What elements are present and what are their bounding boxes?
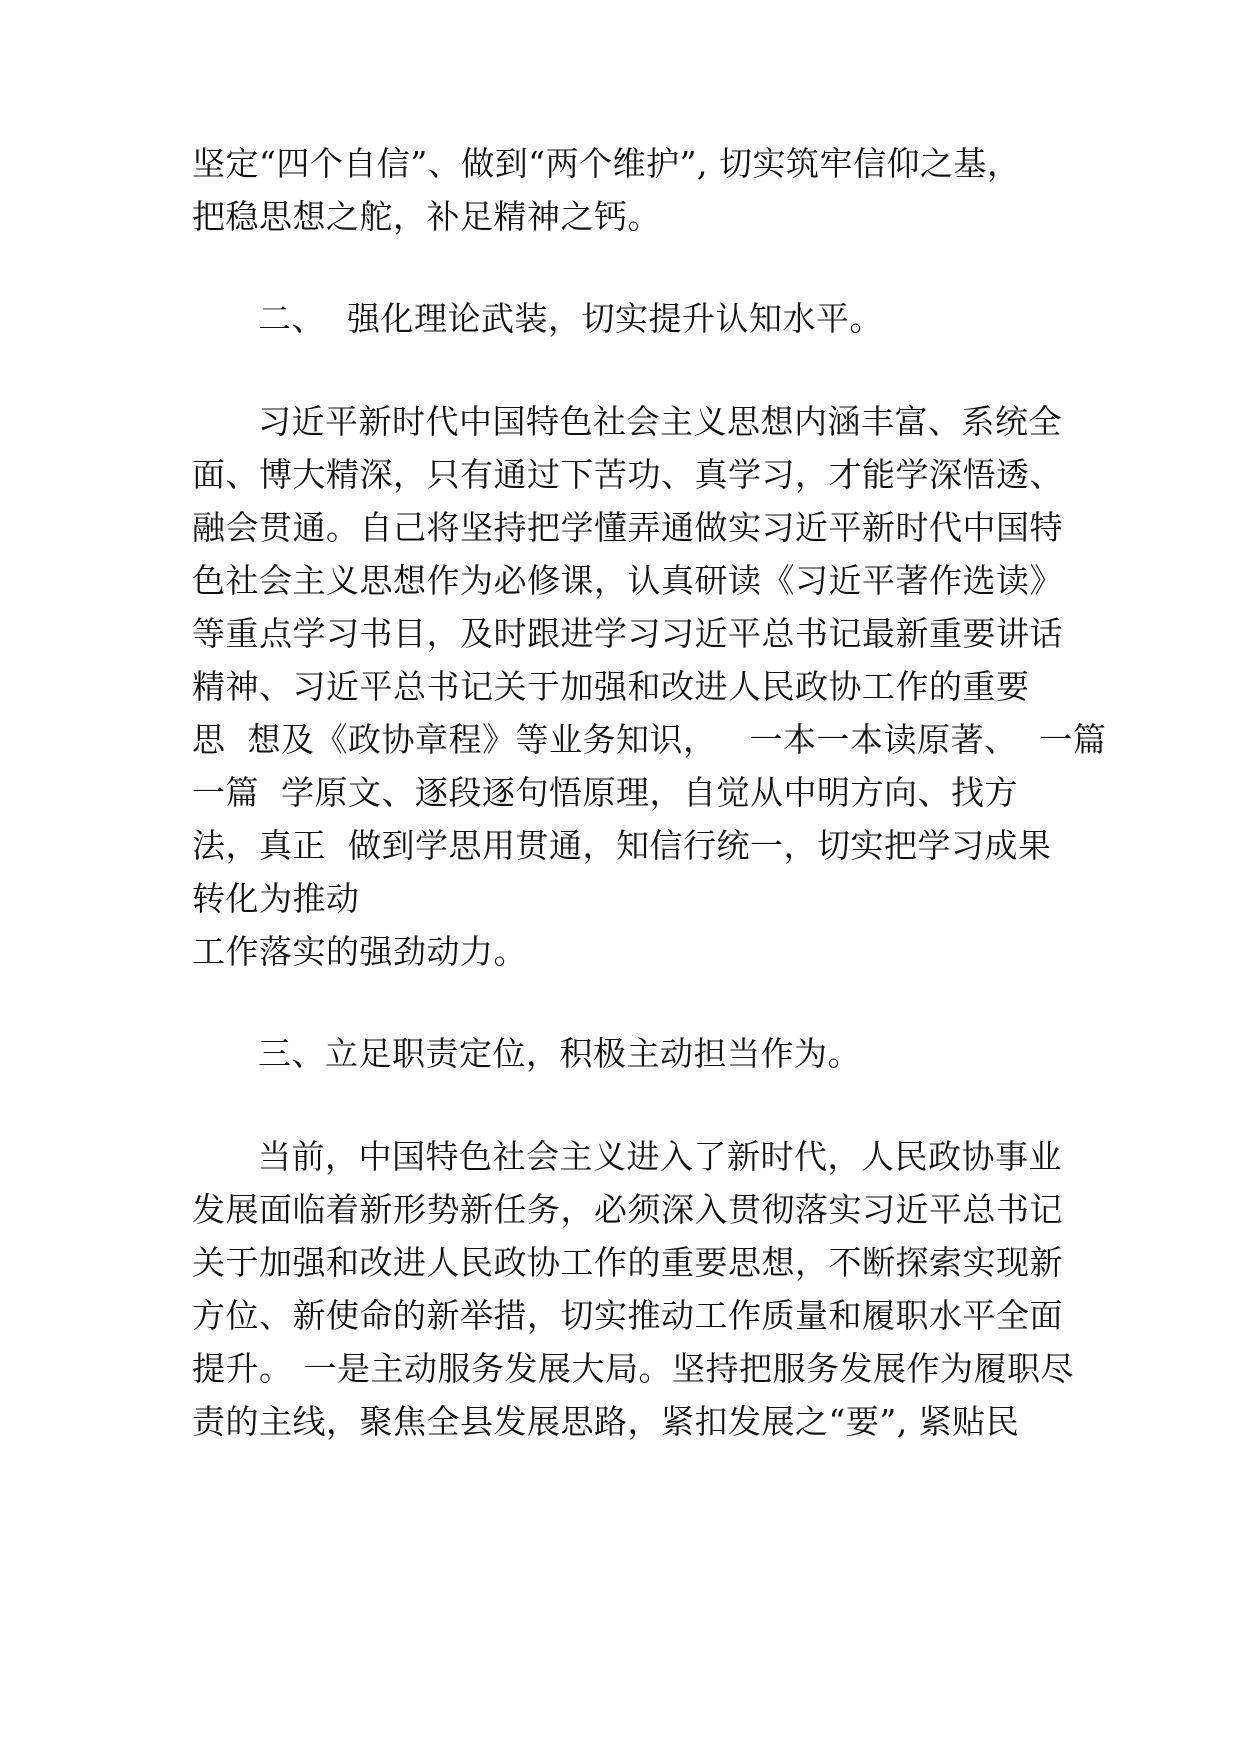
- paragraph-line: 责的主线，聚焦全县发展思路，紧扣发展之“要”, 紧贴民: [192, 1402, 1020, 1441]
- section-heading-3: 三、立足职责定位，积极主动担当作为。: [258, 1034, 861, 1073]
- paragraph-line: 关于加强和改进人民政协工作的重要思想，不断探索实现新: [192, 1243, 1063, 1282]
- paragraph-line: 提升。 一是主动服务发展大局。坚持把服务发展作为履职尽: [192, 1349, 1074, 1388]
- paragraph-line: 一篇 学原文、逐段逐句悟原理，自觉从中明方向、找方: [192, 773, 1018, 812]
- paragraph-line: 融会贯通。自己将坚持把学懂弄通做实习近平新时代中国特: [192, 508, 1063, 547]
- paragraph-line: 把稳思想之舵，补足精神之钙。: [192, 197, 661, 236]
- paragraph-line: 思 想及《政协章程》等业务知识， 一本一本读原著、 一篇: [192, 720, 1107, 759]
- paragraph-line: 坚定“四个自信”、做到“两个维护”, 切实筑牢信仰之基，: [192, 144, 1021, 183]
- paragraph-line: 色社会主义思想作为必修课，认真研读《习近平著作选读》: [192, 561, 1063, 600]
- paragraph-line: 工作落实的强劲动力。: [192, 932, 527, 971]
- paragraph-line: 精神、习近平总书记关于加强和改进人民政协工作的重要: [192, 667, 1030, 706]
- section-heading-2: 二、 强化理论武装，切实提升认知水平。: [258, 299, 883, 338]
- paragraph-line: 方位、新使命的新举措，切实推动工作质量和履职水平全面: [192, 1296, 1063, 1335]
- paragraph-line: 等重点学习书目，及时跟进学习习近平总书记最新重要讲话: [192, 614, 1063, 653]
- paragraph-line: 面、博大精深，只有通过下苦功、真学习，才能学深悟透、: [192, 455, 1063, 494]
- paragraph-line: 发展面临着新形势新任务，必须深入贯彻落实习近平总书记: [192, 1190, 1063, 1229]
- paragraph-line: 法，真正 做到学思用贯通，知信行统一，切实把学习成果: [192, 826, 1052, 865]
- paragraph-line: 当前，中国特色社会主义进入了新时代，人民政协事业: [258, 1137, 1062, 1176]
- paragraph-line: 习近平新时代中国特色社会主义思想内涵丰富、系统全: [258, 402, 1062, 441]
- paragraph-line: 转化为推动: [192, 879, 360, 918]
